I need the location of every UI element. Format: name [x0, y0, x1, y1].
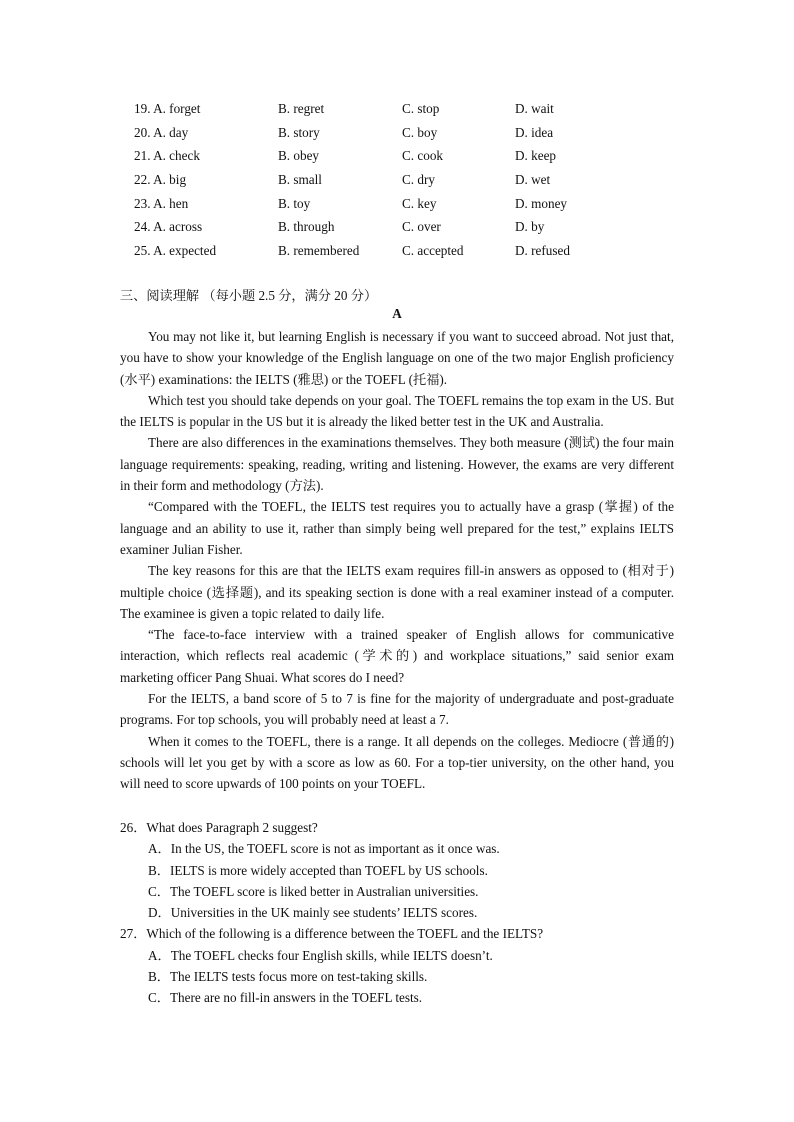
- answer-choice: A．The TOEFL checks four English skills, while IELTS doesn’t.: [148, 947, 493, 963]
- option-a: 23. A. hen: [134, 196, 189, 211]
- option-b: B. through: [278, 219, 335, 234]
- option-a: 25. A. expected: [134, 243, 217, 258]
- paragraph: Which test you should take depends on your goal. The TOEFL remains the top exam in the US. But the IELTS is popular in the US but it is already the liked better test in the UK and Australia.: [120, 392, 674, 430]
- passage-label: A: [392, 306, 402, 321]
- option-d: D. money: [515, 196, 568, 211]
- option-c: C. accepted: [402, 243, 464, 258]
- option-c: C. cook: [402, 148, 444, 163]
- answer-choice: A．In the US, the TOEFL score is not as important as it once was.: [148, 841, 500, 857]
- question-stem: 26．What does Paragraph 2 suggest?: [120, 820, 318, 835]
- option-b: B. toy: [278, 196, 311, 211]
- option-a: 21. A. check: [134, 148, 200, 163]
- question-26: [120, 817, 680, 923]
- paragraph: You may not like it, but learning English is necessary if you want to succeed abroad. Not just that, you have to show your knowledge of the English language on one of the two major English proficiency (水平) examinations: the IELTS (雅思) or the TOEFL (托福).: [120, 329, 674, 387]
- answer-choice: B．The IELTS tests focus more on test-taking skills.: [148, 969, 428, 985]
- option-c: C. over: [402, 219, 441, 234]
- option-b: B. regret: [278, 101, 325, 116]
- paragraph: “Compared with the TOEFL, the IELTS test requires you to actually have a grasp (掌握) of the language and an ability to use it, rather than simply being well prepared for the test,” explains IELTS examiner Julian Fisher.: [120, 499, 674, 557]
- paragraph: When it comes to the TOEFL, there is a range. It all depends on the colleges. Mediocre (普通的) schools will let you get by with a score as low as 60. For a top-tier university, on the other hand, you will need to score upwards of 100 points on your TOEFL.: [120, 733, 674, 792]
- option-a: 20. A. day: [134, 125, 189, 140]
- option-b: B. small: [278, 172, 322, 187]
- option-d: D. by: [515, 219, 545, 234]
- section-title: 三、阅读理解 （每小题 2.5 分，满分 20 分）: [120, 288, 378, 303]
- question-27: [120, 923, 680, 1008]
- paragraph: The key reasons for this are that the IELTS exam requires fill-in answers as opposed to (相对于) multiple choice (选择题), and its speaking section is done with a real examiner instead of a computer. The examinee is given a topic related to daily life.: [120, 563, 674, 621]
- option-c: C. key: [402, 196, 437, 211]
- answer-choice: C．There are no fill-in answers in the TOEFL tests.: [148, 990, 423, 1006]
- option-d: D. wet: [515, 172, 551, 187]
- question-stem: 27．Which of the following is a difference between the TOEFL and the IELTS?: [120, 926, 544, 942]
- paragraph: “The face-to-face interview with a trained speaker of English allows for communicative interaction, which reflects real academic (学术的) and workplace situations,” said senior exam marketing officer Pang Shuai. What scores do I need?: [120, 627, 674, 685]
- answer-choice: C．The TOEFL score is liked better in Australian universities.: [148, 883, 479, 899]
- paragraph: For the IELTS, a band score of 5 to 7 is fine for the majority of undergraduate and post-graduate programs. For top schools, you will probably need at least a 7.: [120, 691, 674, 728]
- answer-choice: B．IELTS is more widely accepted than TOEFL by US schools.: [148, 862, 488, 878]
- option-a: 24. A. across: [134, 219, 203, 234]
- option-b: B. obey: [278, 148, 320, 163]
- option-a: 22. A. big: [134, 172, 187, 187]
- paragraph: There are also differences in the examinations themselves. They both measure (测试) the four main language requirements: speaking, reading, writing and listening. However, the exams are very different in their form and methodology (方法).: [120, 435, 674, 494]
- question-list: [120, 817, 680, 1009]
- option-d: D. idea: [515, 125, 554, 140]
- option-c: C. stop: [402, 101, 440, 116]
- reading-passage: [120, 326, 674, 795]
- option-c: C. boy: [402, 125, 438, 140]
- option-d: D. keep: [515, 148, 557, 163]
- option-a: 19. A. forget: [134, 101, 201, 116]
- option-d: D. wait: [515, 101, 554, 116]
- option-c: C. dry: [402, 172, 435, 187]
- answer-choice: D．Universities in the UK mainly see students’ IELTS scores.: [148, 905, 478, 921]
- option-b: B. story: [278, 125, 320, 140]
- option-b: B. remembered: [278, 243, 360, 258]
- option-d: D. refused: [515, 243, 570, 258]
